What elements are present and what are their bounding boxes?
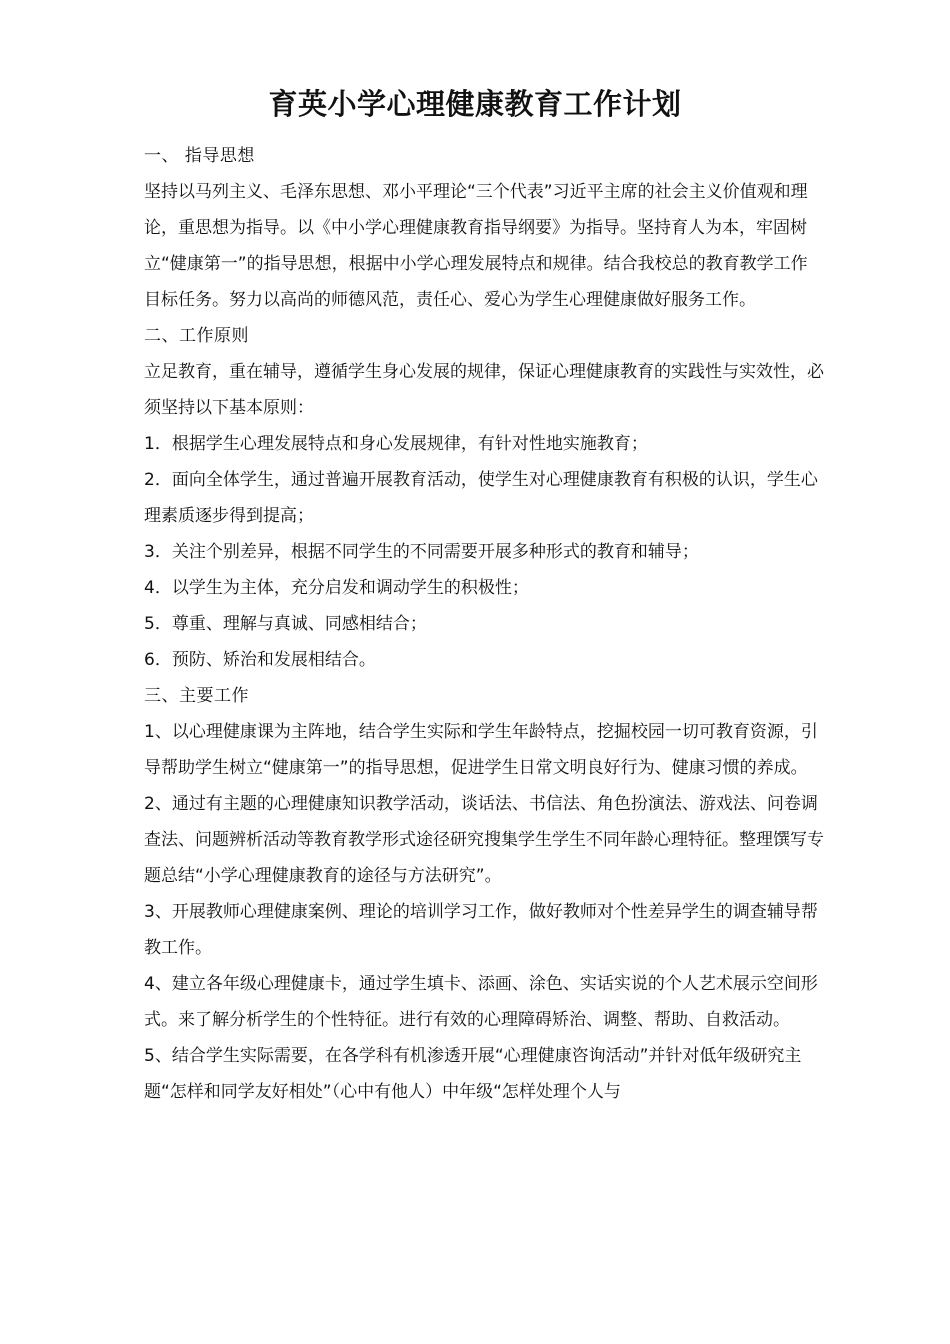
principle-item-3: 3．关注个别差异，根据不同学生的不同需要开展多种形式的教育和辅导； — [144, 542, 699, 562]
main-work-item-5: 5、结合学生实际需要，在各学科有机渗透开展“心理健康咨询活动”并针对低年级研究主题“怎样和同学友好相处”（心中有他人）中年级“怎样处理个人与 — [144, 1046, 802, 1102]
principle-item-1: 1．根据学生心理发展特点和身心发展规律，有针对性地实施教育； — [144, 434, 648, 454]
document-body — [144, 138, 824, 1110]
main-work-item-3: 3、开展教师心理健康案例、理论的培训学习工作，做好教师对个性差异学生的调查辅导帮教工作。 — [144, 902, 818, 958]
principle-item-2: 2．面向全体学生，通过普遍开展教育活动，使学生对心理健康教育有积极的认识，学生心理素质逐步得到提高； — [144, 470, 818, 526]
paragraph-guiding-ideology: 坚持以马列主义、毛泽东思想、邓小平理论“三个代表”习近平主席的社会主义价值观和理论，重思想为指导。以《中小学心理健康教育指导纲要》为指导。坚持育人为本，牢固树立“健康第一”的指导思想，根据中小学心理发展特点和规律。结合我校总的教育教学工作目标任务。努力以高尚的师德风范，责任心、爱心为学生心理健康做好服务工作。 — [144, 182, 808, 310]
paragraph-principles-intro: 立足教育，重在辅导，遵循学生身心发展的规律，保证心理健康教育的实践性与实效性，必须坚持以下基本原则： — [144, 362, 824, 418]
document-title: 育英小学心理健康教育工作计划 — [268, 87, 682, 121]
principle-item-6: 6．预防、矫治和发展相结合。 — [144, 650, 376, 670]
section-heading-work-principles: 二、工作原则 — [144, 326, 249, 346]
main-work-item-2: 2、通过有主题的心理健康知识教学活动，谈话法、书信法、角色扮演法、游戏法、问卷调查法、问题辨析活动等教育教学形式途径研究搜集学生学生不同年龄心理特征。整理馔写专题总结“小学心理健康教育的途径与方法研究”。 — [144, 794, 824, 886]
principle-item-5: 5．尊重、理解与真诚、同感相结合； — [144, 614, 427, 634]
main-work-item-4: 4、建立各年级心理健康卡，通过学生填卡、添画、涂色、实话实说的个人艺术展示空间形式。来了解分析学生的个性特征。进行有效的心理障碍矫治、调整、帮助、自救活动。 — [144, 974, 818, 1030]
main-work-item-1: 1、以心理健康课为主阵地，结合学生实际和学生年龄特点，挖掘校园一切可教育资源，引导帮助学生树立“健康第一”的指导思想，促进学生日常文明良好行为、健康习惯的养成。 — [144, 722, 818, 778]
section-heading-guiding-ideology: 一、 指导思想 — [144, 146, 255, 166]
principle-item-4: 4．以学生为主体，充分启发和调动学生的积极性； — [144, 578, 529, 598]
section-heading-main-work: 三、主要工作 — [144, 686, 249, 706]
